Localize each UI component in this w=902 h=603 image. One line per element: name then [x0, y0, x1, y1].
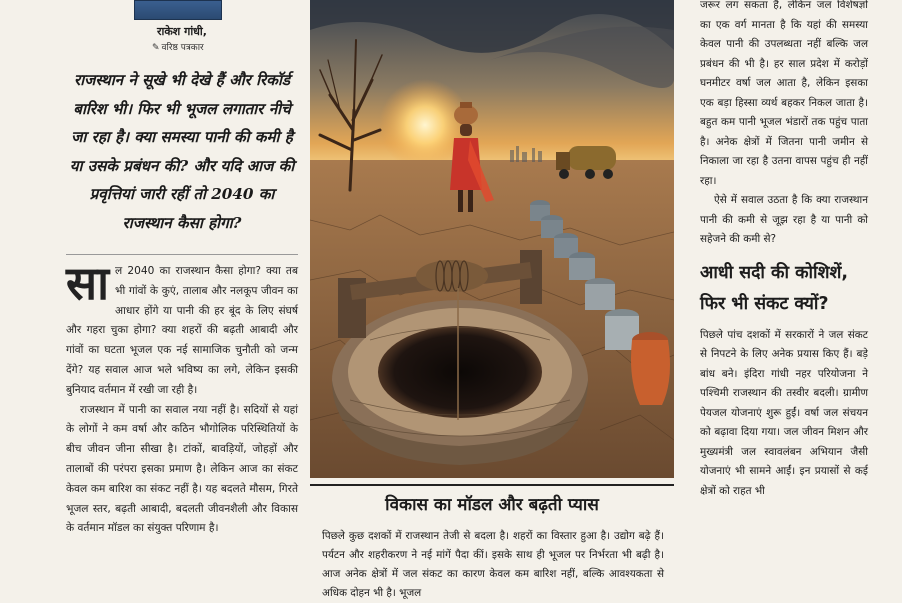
- paragraph-text: ल 2040 का राजस्थान कैसा होगा? क्या तब भी गांवों के कुएं, तालाब और नलकूप जीवन का आधार होंगे या पानी की हर बूंद के लिए संघर्ष और गहरा चुका होगा? क्या शहरों की बढ़ती आबादी और गांवों का घटता भूजल एक नई सामाजिक चुनौती को जन्म देंगे? यह सवाल आज भले भविष्य का लगे, लेकिन इसकी बुनियाद वर्तमान में रखी जा रही है।: [66, 265, 298, 396]
- author-role-text: वरिष्ठ पत्रकार: [161, 43, 204, 53]
- article-paragraph: राजस्थान में पानी का सवाल नया नहीं है। सदियों से यहां के लोगों ने कम वर्षा और कठिन भौगोलिक परिस्थितियों के बीच जीवन जीना सीखा है। टांकों, बावड़ियों, जोहड़ों और तालाबों की परंपरा इसका प्रमाण है। लेकिन आज का संकट केवल कम बारिश का संकट नहीं है। यह बदलते मौसम, गिरते भूजल स्तर, बढ़ती आबादी, बदलती जीवनशैली और विकास के वर्तमान मॉडल का संयुक्त परिणाम है।: [66, 403, 298, 535]
- article-paragraph: जरूर लग सकता है, लेकिन जल विशेषज्ञों का एक वर्ग मानता है कि यहां की समस्या केवल पानी की उपलब्धता नहीं बल्कि जल प्रबंधन की भी है। हर साल प्रदेश में करोड़ों घनमीटर वर्षा जल आता है, लेकिन इसका एक बड़ा हिस्सा व्यर्थ बहकर निकल जाता है। बहुत कम पानी भूजल भंडारों तक पहुंच पाता है। अनेक क्षेत्रों में जितना पानी जमीन से निकाला जा रहा है उतना वापस पहुंच ही नहीं रहा।: [700, 0, 868, 187]
- drop-cap: सा: [66, 256, 110, 310]
- author-photo: [134, 0, 222, 20]
- pen-icon: ✎: [152, 43, 160, 53]
- sidebar-story: [310, 484, 674, 600]
- section-subhead: आधी सदी की कोशिशें, फिर भी संकट क्यों?: [700, 262, 849, 314]
- author-role: [152, 40, 204, 53]
- article-body-right: [700, 0, 868, 250]
- hero-image: [310, 0, 674, 478]
- article-body-left: [66, 256, 298, 539]
- sidebar-title: विकास का मॉडल और बढ़ती प्यास: [385, 495, 599, 515]
- author-name: राकेश गांधी,: [157, 25, 207, 38]
- right-column: [700, 0, 868, 600]
- article-paragraph: पिछले पांच दशकों में सरकारों ने जल संकट से निपटने के लिए अनेक प्रयास किए हैं। बड़े बांध बने। इंदिरा गांधी नहर परियोजना ने पश्चिमी राजस्थान की तस्वीर बदली। ग्रामीण पेयजल योजनाएं शुरू हुईं। वर्षा जल संचयन को बढ़ावा दिया गया। जल जीवन मिशन और मुख्यमंत्री जल स्वावलंबन अभियान जैसी योजनाएं भी सामने आईं। इन प्रयासों से कई क्षेत्रों को राहत भी: [700, 328, 868, 497]
- sidebar-body: पिछले कुछ दशकों में राजस्थान तेजी से बदला है। शहरों का विस्तार हुआ है। उद्योग बढ़े हैं। पर्यटन और शहरीकरण ने नई मांगें पैदा कीं। इसके साथ ही भूजल पर निर्भरता भी बढ़ी है। आज अनेक क्षेत्रों में जल संकट का कारण केवल कम बारिश नहीं, बल्कि आवश्यकता से अधिक दोहन भी है। भूजल: [322, 530, 664, 599]
- article-deck: राजस्थान ने सूखे भी देखे हैं और रिकॉर्ड बारिश भी। फिर भी भूजल लगातार नीचे जा रहा है। क्या समस्या पानी की कमी है या उसके प्रबंधन की? और यदि आज की प्रवृत्तियां जारी रहीं तो 2040 का राजस्थान कैसा होगा?: [69, 71, 295, 232]
- drought-well-illustration: [310, 0, 674, 478]
- article-paragraph: ऐसे में सवाल उठता है कि क्या राजस्थान पानी की कमी से जूझ रहा है या पानी को सहेजने की कमी से?: [700, 194, 868, 245]
- article-paragraph: [66, 256, 298, 401]
- divider: [66, 254, 298, 255]
- left-column: [66, 0, 298, 600]
